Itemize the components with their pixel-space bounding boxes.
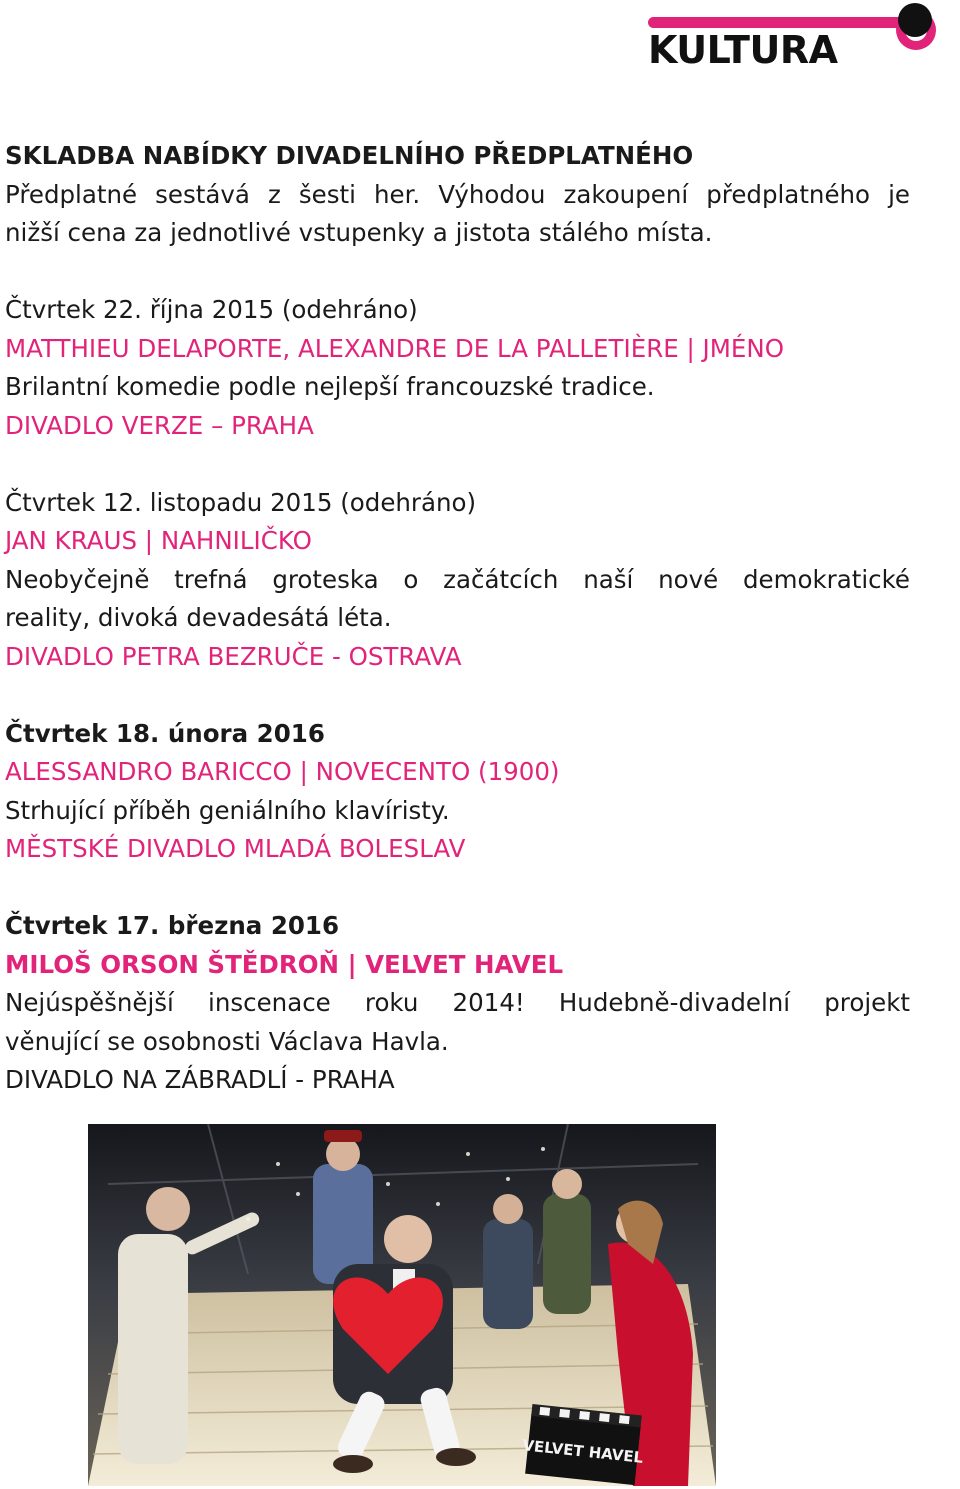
event-date: Čtvrtek 22. října 2015 (odehráno): [5, 295, 418, 324]
event-date: Čtvrtek 17. března 2016: [5, 911, 340, 940]
clapperboard-text: VELVET HAVEL: [521, 1436, 644, 1467]
event-description: Nejúspěšnější inscenace roku 2014! Hudebně-divadelní projekt: [5, 988, 910, 1017]
event-item: [5, 907, 910, 1100]
event-title: MILOŠ ORSON ŠTĚDROŇ | VELVET HAVEL: [5, 949, 564, 979]
intro-line-2: nižší cena za jednotlivé vstupenky a jistota stálého místa.: [5, 218, 713, 247]
event-title: ALESSANDRO BARICCO | NOVECENTO (1900): [5, 757, 560, 786]
logo-text: KULTURA: [648, 28, 838, 72]
event-venue: DIVADLO NA ZÁBRADLÍ - PRAHA: [5, 1065, 395, 1094]
event-description: Neobyčejně trefná groteska o začátcích naší nové demokratické: [5, 564, 910, 594]
production-photo: [88, 1124, 716, 1486]
intro-line-1: Předplatné sestává z šesti her. Výhodou zakoupení předplatného je: [5, 179, 910, 209]
event-description: Strhující příběh geniálního klavíristy.: [5, 795, 450, 825]
logo-dot: [898, 3, 932, 37]
event-venue: DIVADLO VERZE – PRAHA: [5, 410, 314, 440]
event-title: JAN KRAUS | NAHNILIČKO: [5, 526, 312, 555]
event-title: MATTHIEU DELAPORTE, ALEXANDRE DE LA PALLETIÈRE | JMÉNO: [5, 333, 784, 363]
event-date: Čtvrtek 12. listopadu 2015 (odehráno): [5, 487, 477, 517]
kultura-logo: [640, 0, 960, 80]
event-item: [5, 291, 910, 445]
event-item: [5, 484, 910, 677]
section-heading: SKLADBA NABÍDKY DIVADELNÍHO PŘEDPLATNÉHO: [5, 141, 694, 170]
event-venue: MĚSTSKÉ DIVADLO MLADÁ BOLESLAV: [5, 834, 466, 863]
logo-accent-bar: [648, 17, 910, 28]
event-description-continued: reality, divoká devadesátá léta.: [5, 603, 392, 632]
subscription-text: [5, 137, 910, 1100]
event-item: [5, 715, 910, 869]
event-venue: DIVADLO PETRA BEZRUČE - OSTRAVA: [5, 641, 462, 671]
event-date: Čtvrtek 18. února 2016: [5, 718, 325, 748]
event-description: Brilantní komedie podle nejlepší francouzské tradice.: [5, 372, 655, 401]
event-description-continued: věnující se osobnosti Václava Havla.: [5, 1026, 449, 1056]
